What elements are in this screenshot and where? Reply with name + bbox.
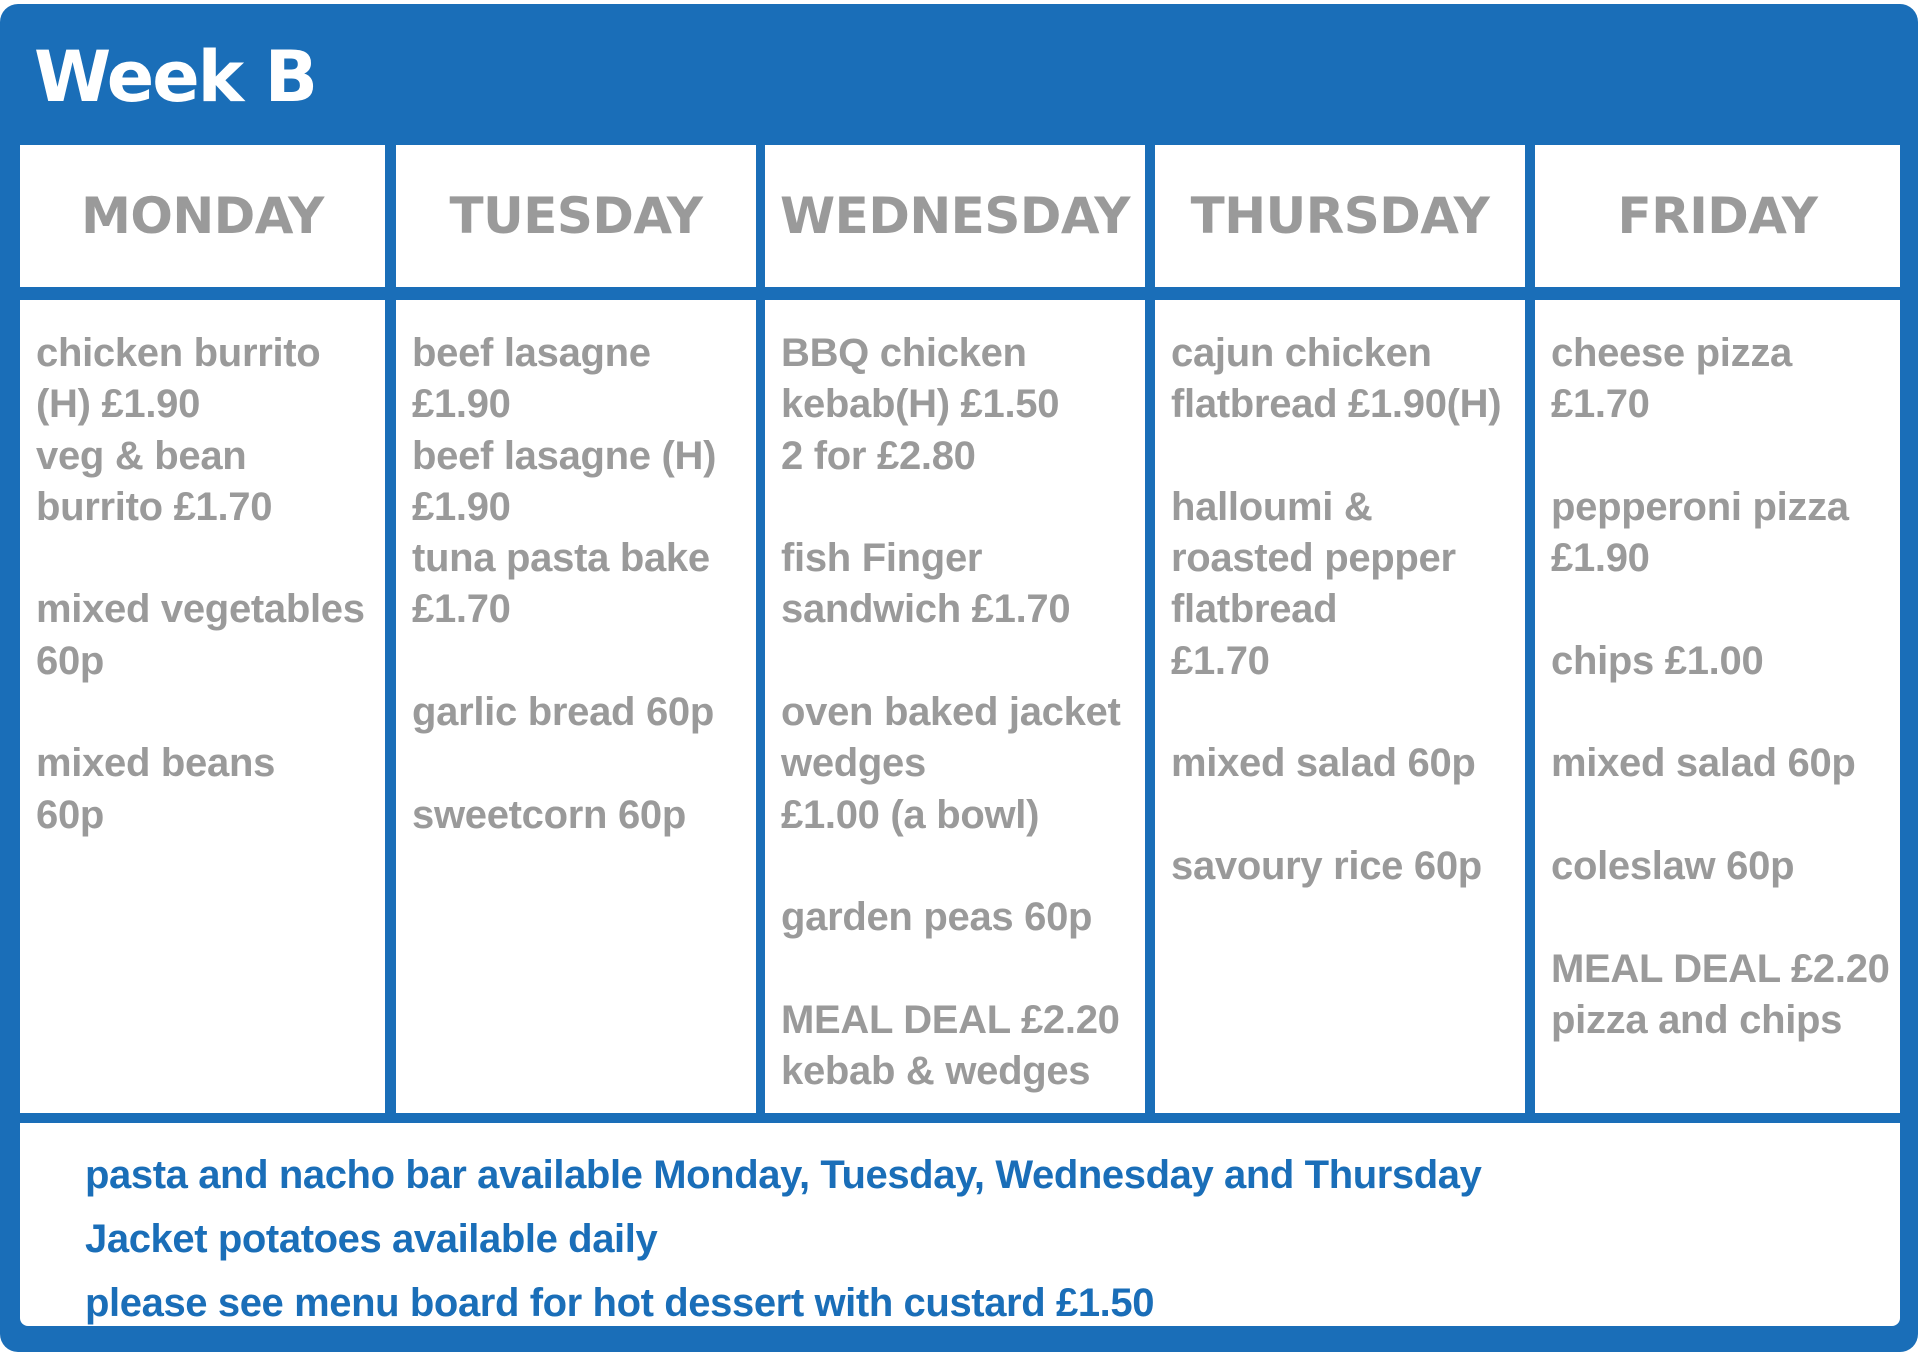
menu-grid xyxy=(20,145,1900,1113)
day-name: THURSDAY xyxy=(1190,187,1490,245)
note-pasta-nacho-bar: pasta and nacho bar available Monday, Tuesday, Wednesday and Thursday xyxy=(85,1153,1482,1197)
menu-item-line: veg & bean xyxy=(36,433,247,478)
menu-item-line: cheese pizza xyxy=(1551,331,1792,375)
menu-item-line: BBQ chicken xyxy=(781,331,1027,375)
block-spacer xyxy=(781,841,1145,892)
menu-item-line: pepperoni pizza xyxy=(1551,484,1849,529)
menu-item-line: £1.00 (a bowl) xyxy=(781,792,1040,837)
block-spacer xyxy=(36,687,385,738)
menu-item-line: savoury rice 60p xyxy=(1171,843,1482,888)
block-spacer xyxy=(1171,431,1525,482)
day-menu-friday xyxy=(1535,300,1900,1113)
menu-item-line: roasted pepper xyxy=(1171,536,1456,581)
menu-item-line: sandwich £1.70 xyxy=(781,587,1071,632)
menu-item-line: kebab & wedges xyxy=(781,1049,1091,1094)
menu-item-line: 60p xyxy=(36,638,105,683)
block-spacer xyxy=(781,944,1145,995)
menu-item-line: tuna pasta bake xyxy=(412,536,710,581)
menu-item-line: beef lasagne (H) xyxy=(412,433,717,478)
menu-item-line: MEAL DEAL £2.20 xyxy=(781,997,1120,1042)
menu-item-line: garden peas 60p xyxy=(781,895,1093,940)
menu-item-line: mixed salad 60p xyxy=(1551,741,1856,786)
menu-item-line: oven baked jacket xyxy=(781,690,1121,735)
day-name: WEDNESDAY xyxy=(780,187,1130,245)
block-spacer xyxy=(412,636,756,687)
block-spacer xyxy=(1171,687,1525,738)
day-header-friday xyxy=(1535,145,1900,287)
day-menu-thursday xyxy=(1155,300,1525,1113)
day-menu-wednesday xyxy=(765,300,1145,1113)
menu-item-line: £1.70 xyxy=(412,587,511,632)
menu-item-line: chips £1.00 xyxy=(1551,638,1764,683)
menu-item-line: mixed salad 60p xyxy=(1171,741,1476,786)
block-spacer xyxy=(1551,584,1900,635)
menu-item-line: mixed beans xyxy=(36,741,276,786)
menu-item-line: chicken burrito xyxy=(36,331,321,375)
block-spacer xyxy=(1551,687,1900,738)
menu-item-line: burrito £1.70 xyxy=(36,484,273,529)
menu-item-line: (H) £1.90 xyxy=(36,382,201,427)
block-spacer xyxy=(1171,790,1525,841)
block-spacer xyxy=(1551,790,1900,841)
menu-item-line: halloumi & xyxy=(1171,484,1373,529)
menu-item-line: £1.70 xyxy=(1551,382,1650,427)
block-spacer xyxy=(781,482,1145,533)
menu-item-line: £1.70 xyxy=(1171,638,1270,683)
day-header-thursday xyxy=(1155,145,1525,287)
menu-item-line: mixed vegetables xyxy=(36,587,365,632)
note-jacket-potatoes: Jacket potatoes available daily xyxy=(85,1217,658,1261)
note-hot-dessert: please see menu board for hot dessert with custard £1.50 xyxy=(85,1281,1155,1325)
block-spacer xyxy=(412,738,756,789)
menu-item-line: pizza and chips xyxy=(1551,997,1843,1042)
day-header-wednesday xyxy=(765,145,1145,287)
notes-panel xyxy=(20,1123,1900,1326)
block-spacer xyxy=(1551,892,1900,943)
day-name: TUESDAY xyxy=(449,187,703,245)
day-header-tuesday xyxy=(396,145,756,287)
day-menu-tuesday xyxy=(396,300,756,1113)
menu-item-line: MEAL DEAL £2.20 xyxy=(1551,946,1890,991)
menu-item-line: £1.90 xyxy=(412,382,511,427)
menu-item-line: beef lasagne xyxy=(412,331,651,375)
menu-item-line: flatbread £1.90(H) xyxy=(1171,382,1502,427)
menu-item-line: 2 for £2.80 xyxy=(781,433,976,478)
menu-item-line: cajun chicken xyxy=(1171,331,1432,375)
block-spacer xyxy=(1551,431,1900,482)
menu-item-line: sweetcorn 60p xyxy=(412,792,686,837)
day-header-monday xyxy=(20,145,385,287)
block-spacer xyxy=(36,533,385,584)
day-name: MONDAY xyxy=(81,187,324,245)
day-name: FRIDAY xyxy=(1617,187,1818,245)
menu-item-line: garlic bread 60p xyxy=(412,690,714,735)
menu-item-line: wedges xyxy=(781,741,926,786)
menu-item-line: flatbread xyxy=(1171,587,1338,632)
menu-item-line: £1.90 xyxy=(1551,536,1650,581)
menu-item-line: coleslaw 60p xyxy=(1551,843,1795,888)
menu-item-line: kebab(H) £1.50 xyxy=(781,382,1060,427)
menu-item-line: 60p xyxy=(36,792,105,837)
menu-item-line: £1.90 xyxy=(412,484,511,529)
day-menu-monday xyxy=(20,300,385,1113)
block-spacer xyxy=(781,636,1145,687)
menu-item-line: fish Finger xyxy=(781,536,983,581)
week-title: Week B xyxy=(34,36,316,118)
